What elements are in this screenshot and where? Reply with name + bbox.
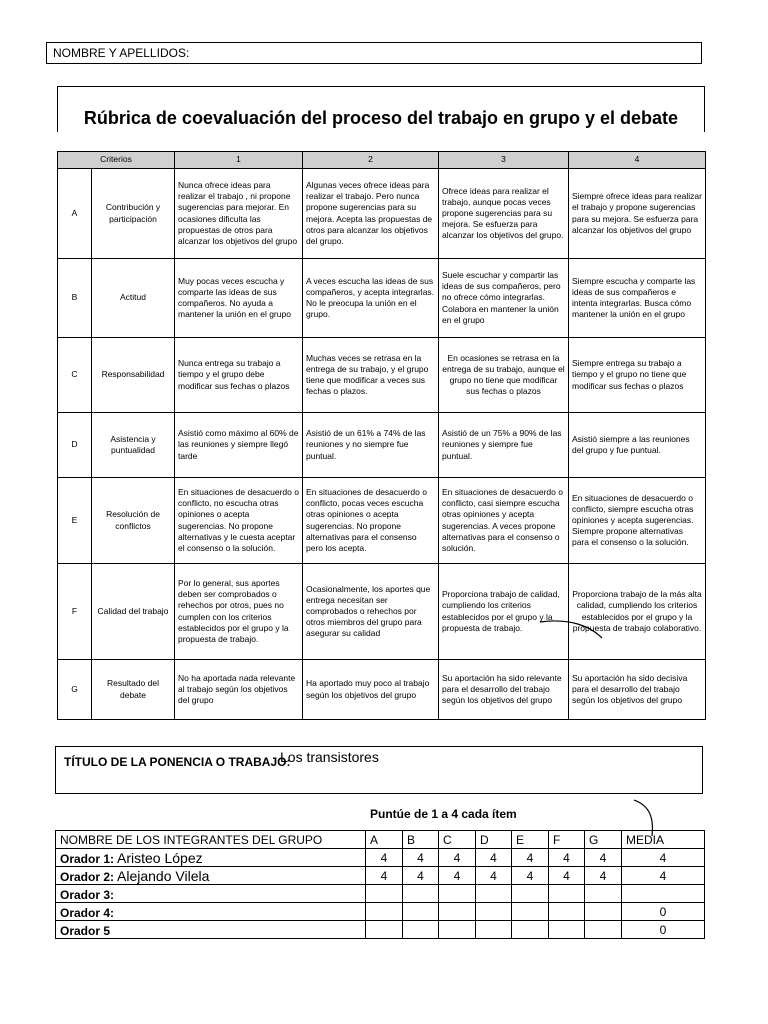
score-cell[interactable] xyxy=(512,903,549,921)
page-title: Rúbrica de coevaluación del proceso del trabajo en grupo y el debate xyxy=(83,108,679,128)
rubric-letter: A xyxy=(58,169,92,259)
score-cell[interactable] xyxy=(549,921,585,939)
speaker-name: Alejando Vilela xyxy=(117,867,210,884)
score-media: 4 xyxy=(622,849,705,867)
rubric-cell: En situaciones de desacuerdo o conflicto, pocas veces escucha otras opiniones o acepta sugerencias. No propone alternativas para el consenso pero los acepta. xyxy=(303,478,439,564)
score-row xyxy=(56,885,705,903)
scores-header-row xyxy=(56,831,705,849)
score-cell[interactable]: 4 xyxy=(366,867,403,885)
rubric-row xyxy=(58,660,706,720)
score-cell[interactable] xyxy=(549,885,585,903)
rubric-cell: En ocasiones se retrasa en la entrega de su trabajo, aunque el grupo no tiene que modificar sus fechas o plazos xyxy=(439,338,569,413)
score-cell[interactable] xyxy=(585,903,622,921)
rubric-letter: B xyxy=(58,259,92,338)
rubric-row xyxy=(58,259,706,338)
score-speaker-cell[interactable] xyxy=(56,903,366,921)
score-cell[interactable] xyxy=(549,903,585,921)
scores-header-col: D xyxy=(476,831,512,849)
score-cell[interactable]: 4 xyxy=(439,867,476,885)
rubric-cell: En situaciones de desacuerdo o conflicto, casi siempre escucha otras opiniones y acepta sugerencias. A veces propone alternativas para el consenso o solución. xyxy=(439,478,569,564)
rubric-cell: Siempre ofrece ideas para realizar el trabajo y propone sugerencias para su mejora. Se esfuerza para alcanzar los objetivos del grupo xyxy=(569,169,706,259)
topic-value: Los transistores xyxy=(280,749,379,765)
score-cell[interactable]: 4 xyxy=(403,867,439,885)
speaker-name: Aristeo López xyxy=(117,849,203,866)
speaker-label: Orador 5 xyxy=(60,923,111,938)
rubric-criterion: Asistencia y puntualidad xyxy=(92,413,175,478)
score-media: 4 xyxy=(622,867,705,885)
rubric-cell: Proporciona trabajo de la más alta calidad, cumpliendo los criterios establecidos por el grupo y la propuesta de trabajo colaborativo. xyxy=(569,564,706,660)
rubric-letter: F xyxy=(58,564,92,660)
score-cell[interactable] xyxy=(366,921,403,939)
score-speaker-cell[interactable] xyxy=(56,921,366,939)
rubric-cell: Ha aportado muy poco al trabajo según los objetivos del grupo xyxy=(303,660,439,720)
scores-header-col: E xyxy=(512,831,549,849)
score-media: 0 xyxy=(622,921,705,939)
rubric-letter: E xyxy=(58,478,92,564)
rubric-cell: Nunca entrega su trabajo a tiempo y el grupo debe modificar sus fechas o plazos xyxy=(175,338,303,413)
rubric-row xyxy=(58,338,706,413)
score-cell[interactable]: 4 xyxy=(476,867,512,885)
score-cell[interactable]: 4 xyxy=(512,867,549,885)
score-cell[interactable] xyxy=(366,903,403,921)
rubric-cell: En situaciones de desacuerdo o conflicto, siempre escucha otras opiniones y acepta sugerencias. Siempre propone alternativas para el consenso o la solución. xyxy=(569,478,706,564)
score-cell[interactable]: 4 xyxy=(585,867,622,885)
score-cell[interactable] xyxy=(439,903,476,921)
topic-field[interactable] xyxy=(55,746,703,794)
score-cell[interactable]: 4 xyxy=(549,867,585,885)
scores-header-col: C xyxy=(439,831,476,849)
score-cell[interactable]: 4 xyxy=(403,849,439,867)
rubric-criterion: Calidad del trabajo xyxy=(92,564,175,660)
rubric-table xyxy=(57,151,706,720)
score-row xyxy=(56,867,705,885)
score-cell[interactable] xyxy=(366,885,403,903)
score-cell[interactable] xyxy=(512,921,549,939)
rubric-cell: A veces escucha las ideas de sus compañeros, y acepta integrarlas. No le preocupa la unión en el grupo. xyxy=(303,259,439,338)
speaker-label: Orador 4: xyxy=(60,905,115,920)
rubric-cell: Algunas veces ofrece ideas para realizar el trabajo. Pero nunca propone sugerencias para su mejora. Acepta las propuestas de otros para alcanzar los objetivos del grupo. xyxy=(303,169,439,259)
scores-header-col: B xyxy=(403,831,439,849)
score-cell[interactable] xyxy=(439,885,476,903)
rubric-header-level: 1 xyxy=(175,152,303,169)
score-cell[interactable]: 4 xyxy=(585,849,622,867)
rubric-cell: Asistió siempre a las reuniones del grupo y fue puntual. xyxy=(569,413,706,478)
rubric-cell: No ha aportada nada relevante al trabajo según los objetivos del grupo xyxy=(175,660,303,720)
score-cell[interactable] xyxy=(403,903,439,921)
speaker-label: Orador 1: xyxy=(60,851,115,866)
topic-label: TÍTULO DE LA PONENCIA O TRABAJO: xyxy=(64,755,291,769)
scores-header-col: G xyxy=(585,831,622,849)
rubric-cell: Siempre escucha y comparte las ideas de sus compañeros e intenta integrarlas. Busca cómo mantener la unión en el grupo xyxy=(569,259,706,338)
rubric-row xyxy=(58,478,706,564)
rubric-header-row xyxy=(58,152,706,169)
rubric-cell: Su aportación ha sido decisiva para el desarrollo del trabajo según los objetivos del grupo xyxy=(569,660,706,720)
scores-header-names: NOMBRE DE LOS INTEGRANTES DEL GRUPO xyxy=(56,831,366,849)
rubric-header-level: 4 xyxy=(569,152,706,169)
score-media xyxy=(622,885,705,903)
name-label: NOMBRE Y APELLIDOS: xyxy=(53,46,190,60)
rubric-letter: D xyxy=(58,413,92,478)
rubric-row xyxy=(58,564,706,660)
score-cell[interactable]: 4 xyxy=(549,849,585,867)
rubric-cell: Muchas veces se retrasa en la entrega de su trabajo, y el grupo tiene que modificar a veces sus fechas o plazos. xyxy=(303,338,439,413)
score-row xyxy=(56,903,705,921)
rubric-row xyxy=(58,413,706,478)
scores-header-col: A xyxy=(366,831,403,849)
score-speaker-cell[interactable] xyxy=(56,885,366,903)
rubric-cell: Por lo general, sus aportes deben ser comprobados o rehechos por otros, pues no cumplen con los criterios establecidos por el grupo y la propuesta de trabajo. xyxy=(175,564,303,660)
score-cell[interactable]: 4 xyxy=(439,849,476,867)
rubric-cell: Asistió de un 61% a 74% de las reuniones y no siempre fue puntual. xyxy=(303,413,439,478)
rubric-cell: Proporciona trabajo de calidad, cumpliendo los criterios establecidos por el grupo y la propuesta de trabajo. xyxy=(439,564,569,660)
score-speaker-cell[interactable] xyxy=(56,849,366,867)
score-instruction: Puntúe de 1 a 4 cada ítem xyxy=(370,807,517,821)
rubric-cell: Su aportación ha sido relevante para el desarrollo del trabajo según los objetivos del grupo xyxy=(439,660,569,720)
rubric-cell: Nunca ofrece ideas para realizar el trabajo , ni propone sugerencias para mejorar. En ocasiones dificulta las propuestas de otros para alcanzar los objetivos del grupo xyxy=(175,169,303,259)
rubric-header-level: 3 xyxy=(439,152,569,169)
rubric-cell: Ofrece ideas para realizar el trabajo, aunque pocas veces propone sugerencias para su mejora. Se esfuerza para alcanzar los objetivos del grupo. xyxy=(439,169,569,259)
score-cell[interactable] xyxy=(476,885,512,903)
rubric-cell: Asistió de un 75% a 90% de las reuniones y siempre fue puntual. xyxy=(439,413,569,478)
score-row xyxy=(56,921,705,939)
score-cell[interactable]: 4 xyxy=(512,849,549,867)
score-cell[interactable] xyxy=(512,885,549,903)
speaker-label: Orador 3: xyxy=(60,887,115,902)
rubric-row xyxy=(58,169,706,259)
score-row xyxy=(56,849,705,867)
name-field[interactable] xyxy=(46,42,702,64)
rubric-criterion: Contribución y participación xyxy=(92,169,175,259)
score-cell[interactable]: 4 xyxy=(366,849,403,867)
score-cell[interactable] xyxy=(403,921,439,939)
rubric-cell: Suele escuchar y compartir las ideas de sus compañeros, pero no ofrece cómo integrarlas. Colabora en mantener la unión en el grupo xyxy=(439,259,569,338)
rubric-cell: Muy pocas veces escucha y comparte las ideas de sus compañeros. No ayuda a mantener la unión en el grupo xyxy=(175,259,303,338)
score-cell[interactable] xyxy=(585,885,622,903)
speaker-label: Orador 2: xyxy=(60,869,115,884)
score-speaker-cell[interactable] xyxy=(56,867,366,885)
score-cell[interactable] xyxy=(585,921,622,939)
rubric-criterion: Resultado del debate xyxy=(92,660,175,720)
scores-table xyxy=(55,830,705,939)
rubric-cell: Siempre entrega su trabajo a tiempo y el grupo no tiene que modificar sus fechas o plazos xyxy=(569,338,706,413)
scores-header-media: MEDIA xyxy=(622,831,705,849)
score-cell[interactable] xyxy=(439,921,476,939)
score-media: 0 xyxy=(622,903,705,921)
rubric-criterion: Resolución de conflictos xyxy=(92,478,175,564)
rubric-criterion: Actitud xyxy=(92,259,175,338)
rubric-header-level: 2 xyxy=(303,152,439,169)
title-box xyxy=(57,86,705,132)
rubric-cell: Asistió como máximo al 60% de las reuniones y siempre llegó tarde xyxy=(175,413,303,478)
score-cell[interactable] xyxy=(476,921,512,939)
scores-header-col: F xyxy=(549,831,585,849)
score-cell[interactable]: 4 xyxy=(476,849,512,867)
rubric-cell: En situaciones de desacuerdo o conflicto, no escucha otras opiniones o acepta sugerencias. No propone alternativas y le cuesta aceptar el consenso o la solución. xyxy=(175,478,303,564)
rubric-criterion: Responsabilidad xyxy=(92,338,175,413)
score-cell[interactable] xyxy=(403,885,439,903)
rubric-header-criterios: Criterios xyxy=(58,152,175,169)
score-cell[interactable] xyxy=(476,903,512,921)
rubric-letter: C xyxy=(58,338,92,413)
rubric-cell: Ocasionalmente, los aportes que entrega necesitan ser comprobados o rehechos por otros miembros del grupo para asegurar su calidad xyxy=(303,564,439,660)
rubric-letter: G xyxy=(58,660,92,720)
